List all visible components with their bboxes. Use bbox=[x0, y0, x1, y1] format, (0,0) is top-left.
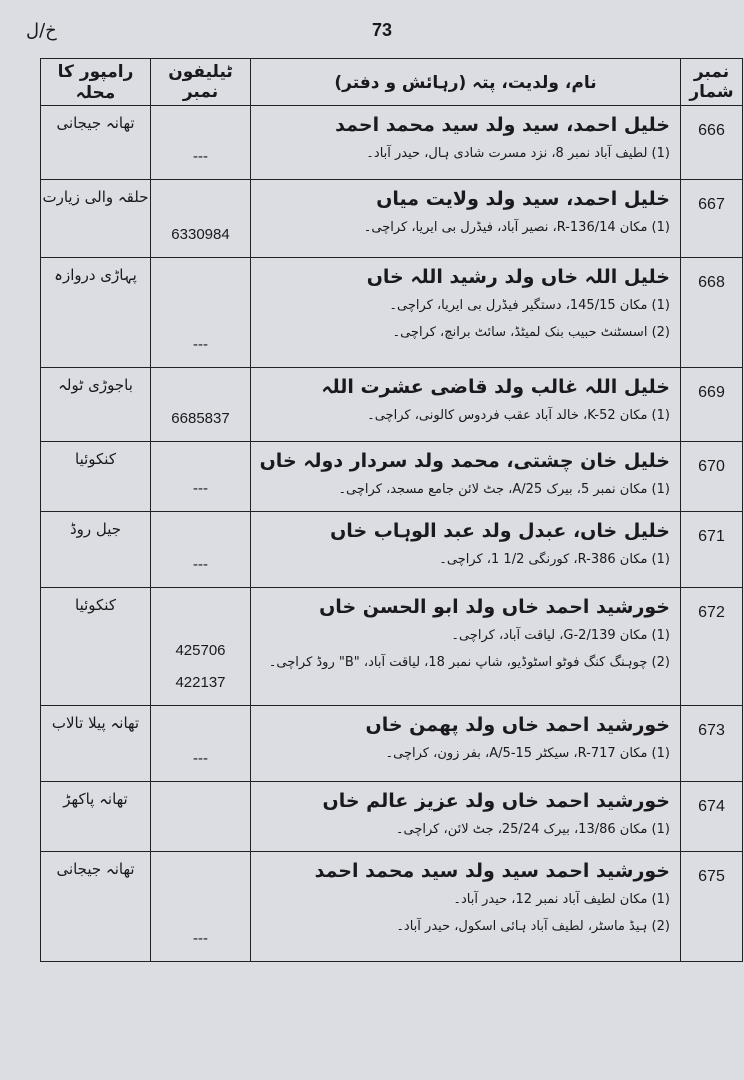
phone-number: --- bbox=[193, 556, 208, 573]
name-address-cell bbox=[251, 588, 681, 706]
serial-number: 669 bbox=[681, 368, 743, 442]
phone-number: --- bbox=[193, 480, 208, 497]
phone-number: --- bbox=[193, 336, 208, 353]
header-row bbox=[41, 59, 743, 106]
mohalla-name: تھانہ جیجانی bbox=[41, 852, 151, 962]
name-address-cell bbox=[251, 706, 681, 782]
phone-cell bbox=[151, 442, 251, 512]
address-line: (1) مکان 13/86، بیرک 25/24، جٹ لائن، کراچی۔ bbox=[395, 822, 670, 837]
page-mark: خ/ل bbox=[26, 20, 57, 41]
table-row bbox=[41, 512, 743, 588]
phone-number: 6685837 bbox=[171, 410, 230, 427]
address-line: (1) مکان 145/15، دستگیر فیڈرل بی ایریا، کراچی۔ bbox=[389, 298, 670, 313]
address-line: (1) مکان K-52، خالد آباد عقب فردوس کالونی، کراچی۔ bbox=[367, 408, 670, 423]
phone-number: 422137 bbox=[175, 674, 226, 691]
phone-cell bbox=[151, 782, 251, 852]
serial-number: 675 bbox=[681, 852, 743, 962]
address-line: (2) ہیڈ ماسٹر، لطیف آباد ہائی اسکول، حیدر آباد۔ bbox=[396, 919, 670, 934]
person-name: خلیل اللہ غالب ولد قاضی عشرت اللہ bbox=[321, 376, 670, 398]
serial-number: 672 bbox=[681, 588, 743, 706]
table-row bbox=[41, 368, 743, 442]
directory-table bbox=[40, 58, 743, 962]
person-name: خلیل خان چشتی، محمد ولد سردار دولہ خاں bbox=[259, 450, 670, 472]
phone-number: 425706 bbox=[175, 642, 226, 659]
table-row bbox=[41, 106, 743, 180]
phone-cell bbox=[151, 512, 251, 588]
mohalla-name: حلقہ والی زیارت bbox=[41, 180, 151, 258]
mohalla-name: جیل روڈ bbox=[41, 512, 151, 588]
address-line: (1) مکان R-136/14، نصیر آباد، فیڈرل بی ایریا، کراچی۔ bbox=[363, 220, 670, 235]
name-address-cell bbox=[251, 258, 681, 368]
person-name: خلیل اللہ خاں ولد رشید اللہ خاں bbox=[366, 266, 670, 288]
address-line: (1) مکان نمبر 5، بیرک 25/A، جٹ لائن جامع مسجد، کراچی۔ bbox=[338, 482, 670, 497]
name-address-cell bbox=[251, 368, 681, 442]
serial-number: 673 bbox=[681, 706, 743, 782]
header-mohalla: رامپور کا محلہ bbox=[41, 59, 151, 106]
table-row bbox=[41, 258, 743, 368]
phone-cell bbox=[151, 852, 251, 962]
table-row bbox=[41, 180, 743, 258]
serial-number: 668 bbox=[681, 258, 743, 368]
person-name: خلیل احمد، سید ولد سید محمد احمد bbox=[335, 114, 670, 136]
person-name: خورشید احمد سید ولد سید محمد احمد bbox=[314, 860, 670, 882]
header-serial: نمبر شمار bbox=[681, 59, 743, 106]
table-row bbox=[41, 782, 743, 852]
mohalla-name: تھانہ پاکھڑ bbox=[41, 782, 151, 852]
phone-cell bbox=[151, 106, 251, 180]
phone-cell bbox=[151, 368, 251, 442]
phone-cell bbox=[151, 180, 251, 258]
phone-number: --- bbox=[193, 148, 208, 165]
phone-cell bbox=[151, 588, 251, 706]
person-name: خلیل احمد، سید ولد ولایت میاں bbox=[376, 188, 670, 210]
address-line: (1) مکان لطیف آباد نمبر 12، حیدر آباد۔ bbox=[453, 892, 670, 907]
name-address-cell bbox=[251, 782, 681, 852]
mohalla-name: باجوڑی ٹولہ bbox=[41, 368, 151, 442]
table-body bbox=[41, 106, 743, 962]
name-address-cell bbox=[251, 442, 681, 512]
name-address-cell bbox=[251, 106, 681, 180]
serial-number: 666 bbox=[681, 106, 743, 180]
mohalla-name: تھانہ جیجانی bbox=[41, 106, 151, 180]
serial-number: 674 bbox=[681, 782, 743, 852]
page-number: 73 bbox=[372, 20, 393, 40]
serial-number: 667 bbox=[681, 180, 743, 258]
table-row bbox=[41, 442, 743, 512]
address-line: (1) مکان R-386، کورنگی 1/2 1، کراچی۔ bbox=[439, 552, 670, 567]
phone-number: --- bbox=[193, 750, 208, 767]
serial-number: 671 bbox=[681, 512, 743, 588]
address-line: (2) اسسٹنٹ حبیب بنک لمیٹڈ، سائٹ برانچ، کراچی۔ bbox=[392, 325, 670, 340]
table-row bbox=[41, 852, 743, 962]
person-name: خورشید احمد خاں ولد عزیز عالم خاں bbox=[322, 790, 670, 812]
serial-number: 670 bbox=[681, 442, 743, 512]
person-name: خلیل خاں، عبدل ولد عبد الوہاب خاں bbox=[330, 520, 670, 542]
name-address-cell bbox=[251, 180, 681, 258]
name-address-cell bbox=[251, 512, 681, 588]
header-phone: ٹیلیفون نمبر bbox=[151, 59, 251, 106]
address-line: (2) چوہنگ کنگ فوٹو اسٹوڈیو، شاپ نمبر 18، لیاقت آباد، "B" روڈ کراچی۔ bbox=[268, 655, 670, 670]
phone-cell bbox=[151, 706, 251, 782]
phone-number: --- bbox=[193, 930, 208, 947]
address-line: (1) لطیف آباد نمبر 8، نزد مسرت شادی ہال، حیدر آباد۔ bbox=[366, 146, 670, 161]
mohalla-name: کنکوئیا bbox=[41, 442, 151, 512]
person-name: خورشید احمد خاں ولد پھمن خاں bbox=[365, 714, 670, 736]
mohalla-name: تھانہ پیلا تالاب bbox=[41, 706, 151, 782]
phone-number: 6330984 bbox=[171, 226, 230, 243]
header-name: نام، ولدیت، پتہ (رہائش و دفتر) bbox=[251, 59, 681, 106]
mohalla-name: پہاڑی دروازہ bbox=[41, 258, 151, 368]
phone-cell bbox=[151, 258, 251, 368]
mohalla-name: کنکوئیا bbox=[41, 588, 151, 706]
address-line: (1) مکان G-2/139، لیاقت آباد، کراچی۔ bbox=[451, 628, 670, 643]
address-line: (1) مکان R-717، سیکٹر 15-A/5، بفر زون، کراچی۔ bbox=[385, 746, 670, 761]
table-row bbox=[41, 588, 743, 706]
name-address-cell bbox=[251, 852, 681, 962]
person-name: خورشید احمد خاں ولد ابو الحسن خاں bbox=[319, 596, 670, 618]
table-row bbox=[41, 706, 743, 782]
